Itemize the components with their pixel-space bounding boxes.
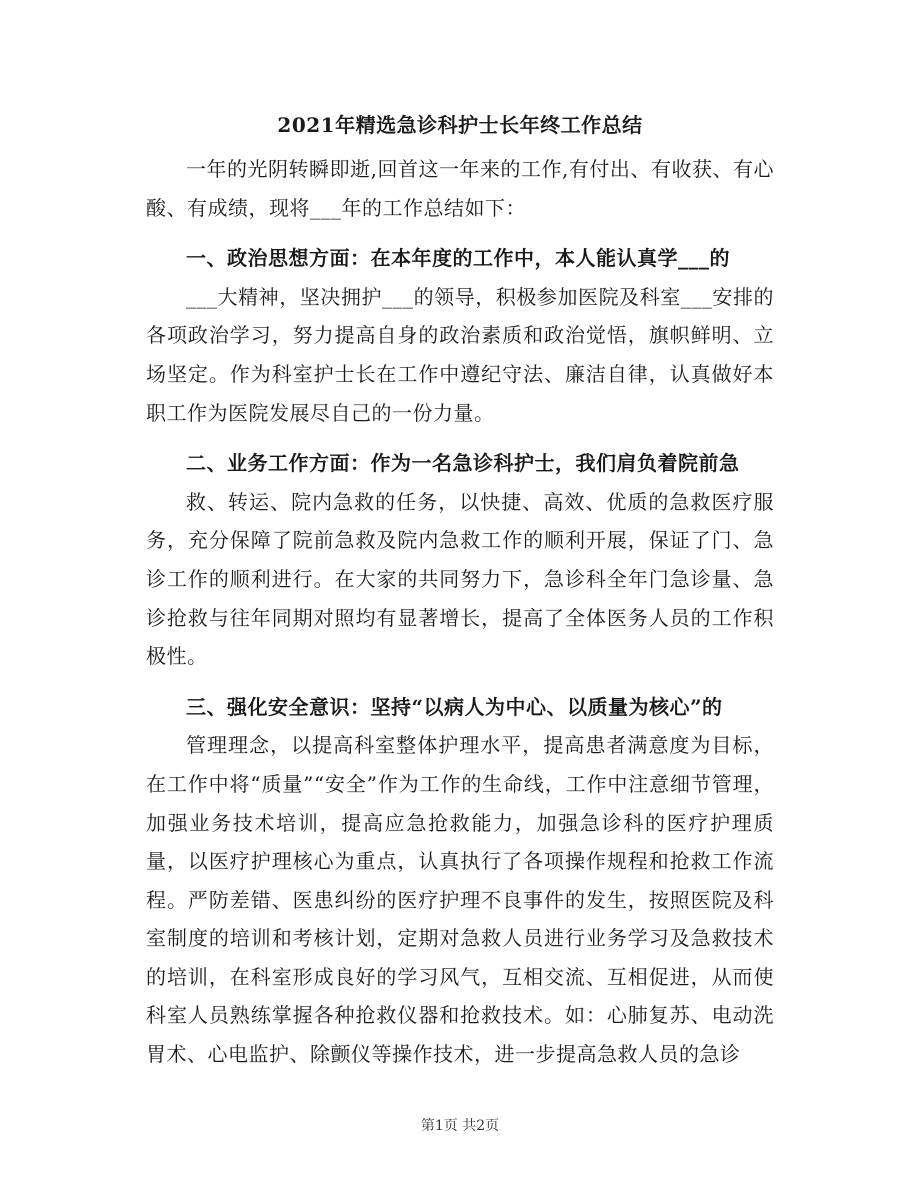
section-1-heading: 一、政治思想方面：在本年度的工作中，本人能认真学___的 (186, 246, 730, 271)
document-body (146, 150, 774, 1074)
intro-paragraph: 一年的光阴转瞬即逝,回首这一年来的工作,有付出、有收获、有心酸、有成绩，现将___年的工作总结如下： (146, 157, 774, 220)
section-3-body: 管理理念，以提高科室整体护理水平，提高患者满意度为目标，在工作中将“质量”“安全”作为工作的生命线，工作中注意细节管理，加强业务技术培训，提高应急抢救能力，加强急诊科的医疗护理质量，以医疗护理核心为重点，认真执行了各项操作规程和抢救工作流程。严防差错、医患纠纷的医疗护理不良事件的发生，按照医院及科室制度的培训和考核计划，定期对急救人员进行业务学习及急救技术的培训，在科室形成良好的学习风气，互相交流、互相促进，从而使科室人员熟练掌握各种抢救仪器和抢救技术。如：心肺复苏、电动洗胃术、心电监护、除颤仪等操作技术，进一步提高急救人员的急诊 (146, 733, 774, 1067)
section-2-heading: 二、业务工作方面：作为一名急诊科护士，我们肩负着院前急 (186, 451, 740, 476)
section-1-body: ___大精神，坚决拥护___的领导，积极参加医院及科室___安排的各项政治学习，努力提高自身的政治素质和政治觉悟，旗帜鲜明、立场坚定。作为科室护士长在工作中遵纪守法、廉洁自律，认真做好本职工作为医院发展尽自己的一份力量。 (146, 284, 774, 425)
page-number-footer: 第1页 共2页 (420, 1118, 500, 1134)
document-title: 2021年精选急诊科护士长年终工作总结 (277, 113, 643, 137)
section-3-heading: 三、强化安全意识：坚持“以病人为中心、以质量为核心”的 (186, 694, 723, 719)
section-2-body: 救、转运、院内急救的任务，以快捷、高效、优质的急救医疗服务，充分保障了院前急救及院内急救工作的顺利开展，保证了门、急诊工作的顺利进行。在大家的共同努力下，急诊科全年门急诊量、急诊抢救与往年同期对照均有显著增长，提高了全体医务人员的工作积极性。 (146, 489, 774, 669)
